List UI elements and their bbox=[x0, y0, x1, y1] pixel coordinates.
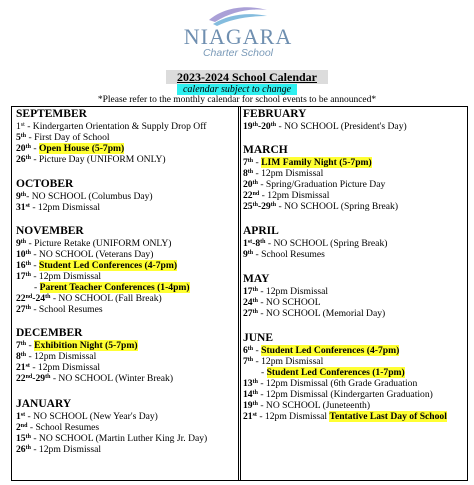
event-item: 2nd - School Resumes bbox=[16, 422, 100, 433]
event-item: 21st - 12pm Dismissal Tentative Last Day of School bbox=[243, 411, 447, 422]
logo-name: NIAGARA bbox=[183, 24, 293, 49]
school-logo bbox=[183, 2, 293, 64]
month-heading-october: OCTOBER bbox=[16, 178, 74, 190]
event-item: 20th - Open House (5-7pm) bbox=[16, 143, 125, 154]
column-divider bbox=[238, 107, 241, 480]
event-item: 20th - Spring/Graduation Picture Day bbox=[243, 179, 386, 190]
event-item: 22nd - 12pm Dismissal bbox=[243, 190, 330, 201]
month-heading-february: FEBRUARY bbox=[243, 108, 307, 120]
event-item: 27th - School Resumes bbox=[16, 304, 103, 315]
event-item: 26th - Picture Day (UNIFORM ONLY) bbox=[16, 154, 166, 165]
event-item: 1st - NO SCHOOL (New Year's Day) bbox=[16, 411, 158, 422]
event-item: 19th - NO SCHOOL (Juneteenth) bbox=[243, 400, 371, 411]
calendar-subtitle: calendar subject to change bbox=[177, 84, 297, 95]
event-item: 9th- NO SCHOOL (Columbus Day) bbox=[16, 191, 153, 202]
event-item: 25th-29th - NO SCHOOL (Spring Break) bbox=[243, 201, 399, 212]
highlighted-event: Student Led Conferences (4-7pm) bbox=[261, 345, 400, 356]
highlighted-event: Parent Teacher Conferences (1-4pm) bbox=[39, 282, 190, 293]
event-item: 16th - Student Led Conferences (4-7pm) bbox=[16, 260, 178, 271]
month-heading-march: MARCH bbox=[243, 144, 288, 156]
event-item: 17th - 12pm Dismissal bbox=[243, 286, 329, 297]
event-item: 5th - First Day of School bbox=[16, 132, 110, 143]
event-item: 6th - Student Led Conferences (4-7pm) bbox=[243, 345, 400, 356]
page-title: 2023-2024 School Calendar bbox=[166, 70, 328, 84]
event-item: 9th - Picture Retake (UNIFORM ONLY) bbox=[16, 238, 172, 249]
event-item: - Student Led Conferences (1-7pm) bbox=[261, 367, 405, 378]
event-item: 24th - NO SCHOOL bbox=[243, 297, 321, 308]
event-item: 17th - 12pm Dismissal bbox=[16, 271, 102, 282]
highlighted-event: LIM Family Night (5-7pm) bbox=[261, 157, 372, 168]
highlighted-event: Student Led Conferences (4-7pm) bbox=[38, 260, 178, 271]
calendar-note: *Please refer to the monthly calendar for school events to be announced* bbox=[97, 95, 377, 105]
month-heading-november: NOVEMBER bbox=[16, 225, 84, 237]
event-item: - Parent Teacher Conferences (1-4pm) bbox=[34, 282, 190, 293]
event-item: 8th - 12pm Dismissal bbox=[243, 168, 324, 179]
calendar-table bbox=[11, 106, 468, 481]
event-item: 7th - Exhibition Night (5-7pm) bbox=[16, 340, 138, 351]
month-heading-january: JANUARY bbox=[16, 398, 72, 410]
event-item: 7th - LIM Family Night (5-7pm) bbox=[243, 157, 372, 168]
highlighted-event: Exhibition Night (5-7pm) bbox=[34, 340, 138, 351]
event-item: 19th-20th - NO SCHOOL (President's Day) bbox=[243, 121, 407, 132]
month-heading-december: DECEMBER bbox=[16, 327, 83, 339]
month-heading-april: APRIL bbox=[243, 225, 279, 237]
event-item: 9th - School Resumes bbox=[243, 249, 325, 260]
event-item: 26th - 12pm Dismissal bbox=[16, 444, 102, 455]
event-item: 22nd-29th - NO SCHOOL (Winter Break) bbox=[16, 373, 174, 384]
event-item: 15th - NO SCHOOL (Martin Luther King Jr. Day) bbox=[16, 433, 208, 444]
highlighted-event: Open House (5-7pm) bbox=[38, 143, 125, 154]
event-item: 7th - 12pm Dismissal bbox=[243, 356, 324, 367]
event-item: 21st - 12pm Dismissal bbox=[16, 362, 101, 373]
event-item: 22nd-24th - NO SCHOOL (Fall Break) bbox=[16, 293, 162, 304]
highlighted-event: Tentative Last Day of School bbox=[329, 411, 447, 422]
event-item: 1st - Kindergarten Orientation & Supply Drop Off bbox=[16, 121, 207, 132]
month-heading-september: SEPTEMBER bbox=[16, 108, 87, 120]
event-item: 1st-8th - NO SCHOOL (Spring Break) bbox=[243, 238, 388, 249]
event-item: 10th - NO SCHOOL (Veterans Day) bbox=[16, 249, 154, 260]
month-heading-may: MAY bbox=[243, 273, 270, 285]
highlighted-event: Student Led Conferences (1-7pm) bbox=[266, 367, 405, 378]
logo-subtitle: Charter School bbox=[202, 47, 274, 59]
month-heading-june: JUNE bbox=[243, 332, 274, 344]
event-item: 8th - 12pm Dismissal bbox=[16, 351, 97, 362]
event-item: 13th - 12pm Dismissal (6th Grade Graduation bbox=[243, 378, 418, 389]
event-item: 31st - 12pm Dismissal bbox=[16, 202, 101, 213]
event-item: 14th - 12pm Dismissal (Kindergarten Graduation) bbox=[243, 389, 433, 400]
event-item: 27th - NO SCHOOL (Memorial Day) bbox=[243, 308, 386, 319]
